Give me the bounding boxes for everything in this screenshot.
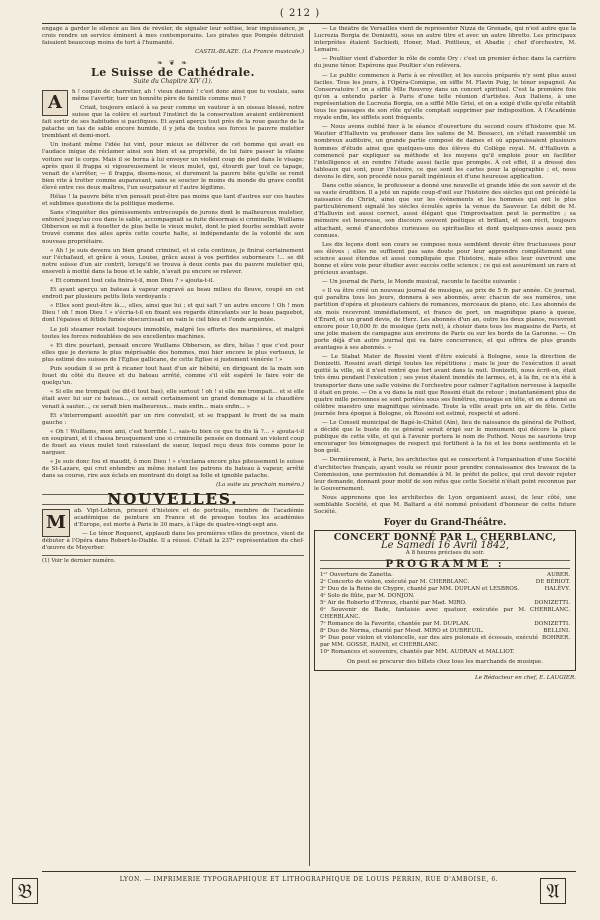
programme-composer: CHERBLANC. [529, 606, 570, 613]
news-paragraph: Dans cette séance, le professeur a donné une nouvelle et grande idée de son savoir et de sa vaste érudition. Il a jeté un rapide coup-d'œil sur l'histoire des siècles qui ont précédé la naissance du Christ, ainsi que sur les événements et les hommes qui ont le plus particulièrement signalé les siècles écoulés après la venue du Sauveur. Le débit de M. d'Halluvin est aussi correct, aussi élégant que l'improvisation peut le permettre ; sa mémoire est heureuse, son discours souvent poétique et brillant, et son récit, toujours attachant, semé d'anecdotes curieuses ou spirituelles et dont quelques-unes assez peu connues. [314, 182, 576, 239]
news-paragraph: — Le théâtre de Versailles vient de représenter Nizza de Grenade, qui n'est autre que la Lucrezia Borgia de Donizetti, sous un autre titre et avec un autre libretto. Les principaux interprètes étaient Suchiedi, Honer, Mad. Poitlieux, et Abadie ; chef d'orchestre, M. Lemaire. [314, 26, 576, 54]
programme-piece: 2ᵉ Concerto de violon, exécuté par M. CHERBLANC. [320, 578, 470, 585]
newspaper-page [14, 8, 586, 912]
story-paragraph: Hélas ! la pauvre bête n'en pensait peut-être pas moins que tant d'autres sur ces hautes et sublimes questions de la politique moderne. [42, 193, 304, 208]
programme-composer: DONIZETTI. [534, 620, 570, 627]
news-paragraph: « Il va être créé un nouveau journal de musique, au prix de 5 fr. par année. Ce journal, qui paraîtra tous les jours, donnera à ses abonnés, avec chacun de ses numéros, une partition d'opéra et plusieurs cahiers de romances, morceaux de piano, etc. Les abonnés de six mois recevront immédiatement, et franco de port, un magnifique piano à queue, d'Érard, et un grand devis, de Herz. Les abonnés d'un an, outre les deux pianos, recevront encore pour 10,000 fr. de musique (prix net), à choisir dans tous les magasins de Paris, et une jolie maison de campagne aux environs de Paris ou sur les bords de la Garonne. — On porte déjà d'un autre journal qui va faire concurrence, et qui offrira de plus grands avantages à ses abonnés. » [314, 288, 576, 352]
opening-signature: CASTIL-BLAZE. (La France musicale.) [195, 49, 304, 56]
right-column [314, 26, 576, 868]
opening-paragraph: engage à garder le silence au lieu de révéler, de signaler leur sottise, leur impuissance, je crois rendre un service éminent à mes contemporains. Les pirates que Pompée détruisit faisaient beaucoup moins de tort à l'humanité. [42, 26, 304, 47]
news-paragraph: — Dernièrement, à Paris, les architectes qui se concertent à l'organisation d'une Société d'architectes français, ayant voulu se réunir pour prendre connaissance des travaux de la Commission, une permission fut demandée à M. le préfet de police, qui crut devoir rejeter leur demande, donnant pour motif de son refus que cette Société n'était point reconnue par le Gouvernement. [314, 457, 576, 492]
programme-item [320, 579, 570, 586]
programme-composer: BOHRER. [542, 634, 570, 641]
programme-item [320, 593, 570, 600]
concert-time: À 8 heures précises du soir. [405, 550, 485, 557]
nouvelles-heading: NOUVELLES. [42, 494, 304, 505]
programme-composer: BELLINI. [543, 627, 570, 634]
news-item: ab. Vipt-Lebrun, prieuré d'histoire et de portraits, membre de l'académie académique de peinture en France et de presque toutes les académies d'Europe, est morte à Paris le 30 mars, à l'âge de quatre-vingt-sept ans. [74, 507, 304, 528]
programme-piece: 5ᵉ Air de Roberto d'Evreux, chanté par Mad. MIRO. [320, 599, 467, 606]
programme-item [320, 600, 570, 607]
story-paragraph: Le joli steamer restait toujours immobile, malgré les efforts des marinières, et malgré toutes les forces redoublées de ses excellentes machines. [42, 326, 304, 340]
story-paragraph: Un instant même l'idée lui vint, pour mieux se délivrer de cet homme qui avait eu l'audace inique de réclamer ainsi son bien et sa propriété, de lui faire passer la vilaine voiture sur le corps. Mais il se borna à lui envoyer un violent coup de pied dans le visage; après quoi il frappa si vigoureusement le vieux mulet, qui, étourdi par tout ce tapage, venait de s'arrêter, — il frappa, disons-nous, si durement la pauvre bête qu'elle se remit bien vite à trotter comme auparavant, sans se soucier le moins du monde du grave conflit élevé entre ces deux maîtres, l'un usurpateur et l'autre légitime. [42, 142, 304, 191]
programme-item [320, 649, 570, 656]
programme-composer: DONIZETTI. [534, 599, 570, 606]
story-paragraph: « Oh ! Wuillams, mon ami, c'est horrible !... sais-tu bien ce que tu dis là ?... » ajouta-t-il en soupirant, et il chassa brusquement une si criminelle pensée en donnant un violent coup de fouet au vieux mulet tout ruisselant de sueur, lequel reçu deux fois comme pour le narguer. [42, 428, 304, 457]
feuilleton-title: Le Suisse de Cathédrale. [91, 66, 255, 80]
story-paragraph: Puis soudain il se prit à ricaner tout haut d'un air hébété, en dirigeant de la main son fouet du côté du fleuve et du bateau arrêté, comme s'il eût espéré le faire voir de quelqu'un. [42, 366, 304, 387]
news-paragraph: — Le Stabat Mater de Rossini vient d'être exécuté à Bologne, sous la direction de Donizetti. Rossini avait dirigé toutes les répétitions ; mais le jour de l'exécution il avait quitté la ville, où il n'est rentré que fort avant dans la nuit. Donizetti, nous écrit-on, était très ému pendant l'exécution ; ses yeux étaient inondés de larmes, et, à la fin, ce n'a été à transporter dans une salle voisine de l'orchestre pour calmer l'agitation nerveuse à laquelle il était en proie. — On a vu dans la nuit que Rossini était de retour ; instantanément plus de quatre mille personnes se sont portées sous ses fenêtres, musique en tête, et on a donné au célèbre maestro une magnifique sérénade. Toute la ville avait pris un air de fête. Cette journée fera époque à Bologne, où Rossini est estimé, respecté et adoré. [314, 354, 576, 417]
feuilleton-subtitle: Suite du Chapitre XIV (1). [133, 77, 213, 85]
programme-piece: 3ᵉ Duo de la Reine de Chypre, chanté par MM. DUPLAN et LESBROS. [320, 585, 520, 592]
programme-piece: 4ᵉ Solo de flûte, par M. DONJON. [320, 592, 415, 599]
programme-heading: PROGRAMME : [320, 560, 570, 569]
programme-piece: 8ᵉ Duo de Norma, chanté par Mesd. MIRO et DUBREUIL. [320, 627, 484, 634]
column-separator [309, 30, 310, 866]
dropcap-letter: A [42, 90, 68, 116]
footnote: (1) Voir le dernier numéro. [42, 555, 304, 565]
programme-item [320, 586, 570, 593]
printer-imprint: LYON. — IMPRIMERIE TYPOGRAPHIQUE ET LITHOGRAPHIQUE DE LOUIS PERRIN, RUE D'AMBOISE, 6. [119, 876, 499, 883]
ticket-note: On peut se procurer des billets chez tous les marchands de musique. [346, 658, 544, 665]
news-paragraph: Nous apprenons que les architectes de Lyon organisent aussi, de leur côté, une semblable Société, et que M. Baltard a été nommé président d'honneur de cette future Société. [314, 494, 576, 516]
concert-title: CONCERT DONNÉ PAR L. CHERBLANC, [333, 532, 557, 544]
continuation-note: (La suite au prochain numéro.) [216, 482, 304, 489]
story-paragraph: Et ayant aperçu un bateau à vapeur engravé au beau milieu du fleuve, coupé en cet endroit par plusieurs petits îlots verdoyants : [42, 287, 304, 301]
corner-glyph-left: 𝔅 [12, 878, 38, 904]
ornament-divider: ❧ ❦ ❧ [156, 59, 190, 68]
news-paragraph: — Le public commence à Paris à se réveiller, et les succès préparés n'y sont plus aussi faciles. Tous les jours, à l'Opéra-Comique, on siffle M. Flavin Puig, le ténor espagnol. Au Conservatoire ! on a sifflé Mlle Rouvroy dans un concert spirituel. C'est la première fois qu'on a entendu parler à Paris d'une telle réunion d'artistes. Aux Italiens, à une représentation de Lucrezia Borgia, on a sifflé Mlle Grisi, et on a exigé d'elle qu'elle rétablît tous les passages de son rôle qu'elle comptait supprimer par indisposition. À l'Académie royale enfin, les sifflets sont fréquents. [314, 72, 576, 122]
story-paragraph: Sans s'inquiéter des gémissements entrecoupés de jurons dont le malheureux muletier, enfoncé jusqu'au cou dans le sable, accompagnait sa fuite désormais si criminelle, Wuillams Obberson se mit à fouetter de plus belle le vieux mulet, dont le pied fourbu semblait avoir trouvé comme des ailes après cette courte halte, si indépendante de la volonté de son nouveau propriétaire. [42, 210, 304, 245]
footer-rule [42, 871, 576, 872]
programme-item [320, 628, 570, 635]
nouvelles-dropcap: M [42, 509, 70, 537]
programme-piece: 6ᵉ Souvenir de Bade, fantaisie avec quatuor, exécutée par M. CHERBLANC. [320, 606, 526, 620]
programme-composer: AUBER. [547, 571, 570, 578]
page-number: ( 212 ) [279, 8, 321, 19]
story-paragraph: Et s'interrompant aussitôt par un rire convulsif, et se frappant le front de sa main gauche : [42, 412, 304, 426]
news-paragraph: — Le Conseil municipal de Bagé-le-Châtel (Ain), lieu de naissance du général de Puthod, a décidé que le buste de ce général serait érigé sur le monument qui décore la place publique de cette ville, et qui à l'avenir portera le nom de Puthod. Nous ne saurions trop encourager les témoignages de respect qui fortifient à la foi et les bons sentiments et le bon goût. [314, 419, 576, 455]
programme-item [320, 572, 570, 579]
programme-composer: DE BÉRIOT. [535, 578, 570, 585]
programme-item [320, 621, 570, 628]
news-item: — Le ténor Roqueret, applaudi dans les premières villes de province, vient de débuter à l'Opéra dans Robert-le-Diable. Il a réussi. C'était la 237ᵉ représentation du chef-d'œuvre de Meyerber. [42, 530, 304, 552]
foyer-heading: Foyer du Grand-Théâtre. [383, 518, 507, 529]
news-paragraph: Les dix leçons dont son cours se compose nous semblent devoir être fructueuses pour ses élèves ; elles ne suffisent pas sans doute pour leur apprendre complètement une science aussi étendue et aussi compliquée que l'histoire, mais elles leur ouvriront une bonne et sûre voie pour étudier avec succès cette science ; ce qui est assurément un rare et précieux avantage. [314, 241, 576, 277]
story-paragraph: « Elles sont peut-être là..., elles, ainsi que lui ; et qui sait ? un autre encore ! Oh ! mon Dieu ! oh ! mon Dieu ! » s'écria-t-il en fixant ses regards étincelants sur le beau paquebot, dont l'épaisse et fétide fumée obscurcissait en vain le ciel bleu et l'onde argentée. [42, 303, 304, 324]
news-paragraph: — Un journal de Paris, le Monde musical, raconte le facétie suivante : [322, 279, 521, 286]
programme-composer: HALÉVY. [544, 585, 570, 592]
programme-piece: 7ᵉ Romance de la Favorite, chantée par M. DUPLAN. [320, 620, 471, 627]
programme-item [320, 635, 570, 649]
news-paragraph: — Poultier vient d'aborder le rôle de comte Ory : c'est un premier échec dans la carrière du jeune ténor. Espérons que Poultier s'en relèvera. [314, 56, 576, 70]
story-paragraph: h ! coquin de charretier, ah ! vieux damné ! c'est donc ainsi que tu voulais, sans même l'avertir, tuer un honnête père de famille comme moi ? [72, 88, 304, 102]
news-paragraph: — Nous avons oublié hier à le séance d'ouverture du second cours d'histoire que M. Wautier d'Halluvin va professer dans les salons de M. Bessacci, on s'était rassemblé un nombreux auditoire, un grande partie composé de dames et où apparaissaient plusieurs hommes d'étude ainsi que quelques-uns des élèves du Collège royal. M. d'Halluvin a commencé par expliquer sa méthode et les moyens qu'il emploie pour en faciliter l'intelligence et en rendre l'étude aussi facile que prompte. À cet effet, il a dressé des tableaux qui sont, pour l'histoire, ce que sont les cartes pour la géographie ; et, nous devons le dire, son procédé nous paraît ingénieux et d'une heureuse application. [314, 124, 576, 180]
concert-box [314, 530, 576, 670]
story-paragraph: Criait, toujours enlacé à sa peur comme un vautour à un oiseau blessé, notre suisse que la colère et surtout l'instinct de la conservation avaient entièrement fait sortir de ses habitudes si pacifiques. Et ayant aperçu tout près de la roue gauche de la patache un tas de sable encore humide, il y jeta de toutes ses forces le pauvre muletier tremblant et demi-mort. [42, 104, 304, 140]
header-rule [42, 23, 576, 24]
programme-piece: 9ᵉ Duo pour violon et violoncelle, sur des airs polonais et écossais, exécuté par MM. GOSSE, RAINI, et CHERBLANC. [320, 634, 539, 648]
programme-item [320, 607, 570, 621]
story-paragraph: « Ah ! je suis devenu un bien grand criminel, et si cela continue, je finirai certainement sur l'échafaud, et grâce à vous, Louise, grâce aussi à vos perfides suborneurs !... se dit notre suisse d'un air contrit, lorsqu'il se trouva à deux cents pas du pauvre muletier qui, enseveli à moitié dans la boue et le sable, n'avait pu encore se relever. [42, 247, 304, 275]
programme-piece: 10ᵉ Romances et souvenirs, chantés par MM. AUDRAN et MALLIOT. [320, 648, 515, 655]
programme-piece: 1ᵉʳ Ouverture de Zanetta. [320, 571, 393, 578]
story-paragraph: « Et dire pourtant, pensait encore Wuillams Obberson, se dire, hélas ! que c'est pour elles que je deviens le plus méprisable des hommes, moi hier encore le plus vertueux, le plus estimé des suisses de l'Église gallicane, de cette Église si justement vénérée ! » [42, 342, 304, 363]
story-paragraph: « Je suis donc fou et maudit, ô mon Dieu ! » s'exclama encore plus piteusement le suisse de St-Lazare, qui crut entendre au même instant les patrons du bateau à vapeur, arrêté dans sa course, rire aux éclats en montrant du doigt sa folle et ignoble patache. [42, 459, 304, 480]
editor-signature: Le Rédacteur en chef, E. LAUGIER. [474, 674, 576, 681]
story-paragraph: « Et comment tout cela finira-t-il, mon Dieu ? » ajouta-t-il. [50, 278, 215, 284]
concert-date: Le Samedi 16 Avril 1842, [380, 540, 510, 552]
corner-glyph-right: 𝔄 [540, 878, 566, 904]
story-paragraph: « Si elle me trompait (se dit-il tout bas), elle surtout ! oh ! si elle me trompait... et si elle était avec lui sur ce bateau..., ce serait certainement un grand dommage si la chaudière venait à sauter..., ce serait bien malheureux... mais enfin... mais enfin... » [42, 389, 304, 410]
left-column [42, 26, 304, 868]
